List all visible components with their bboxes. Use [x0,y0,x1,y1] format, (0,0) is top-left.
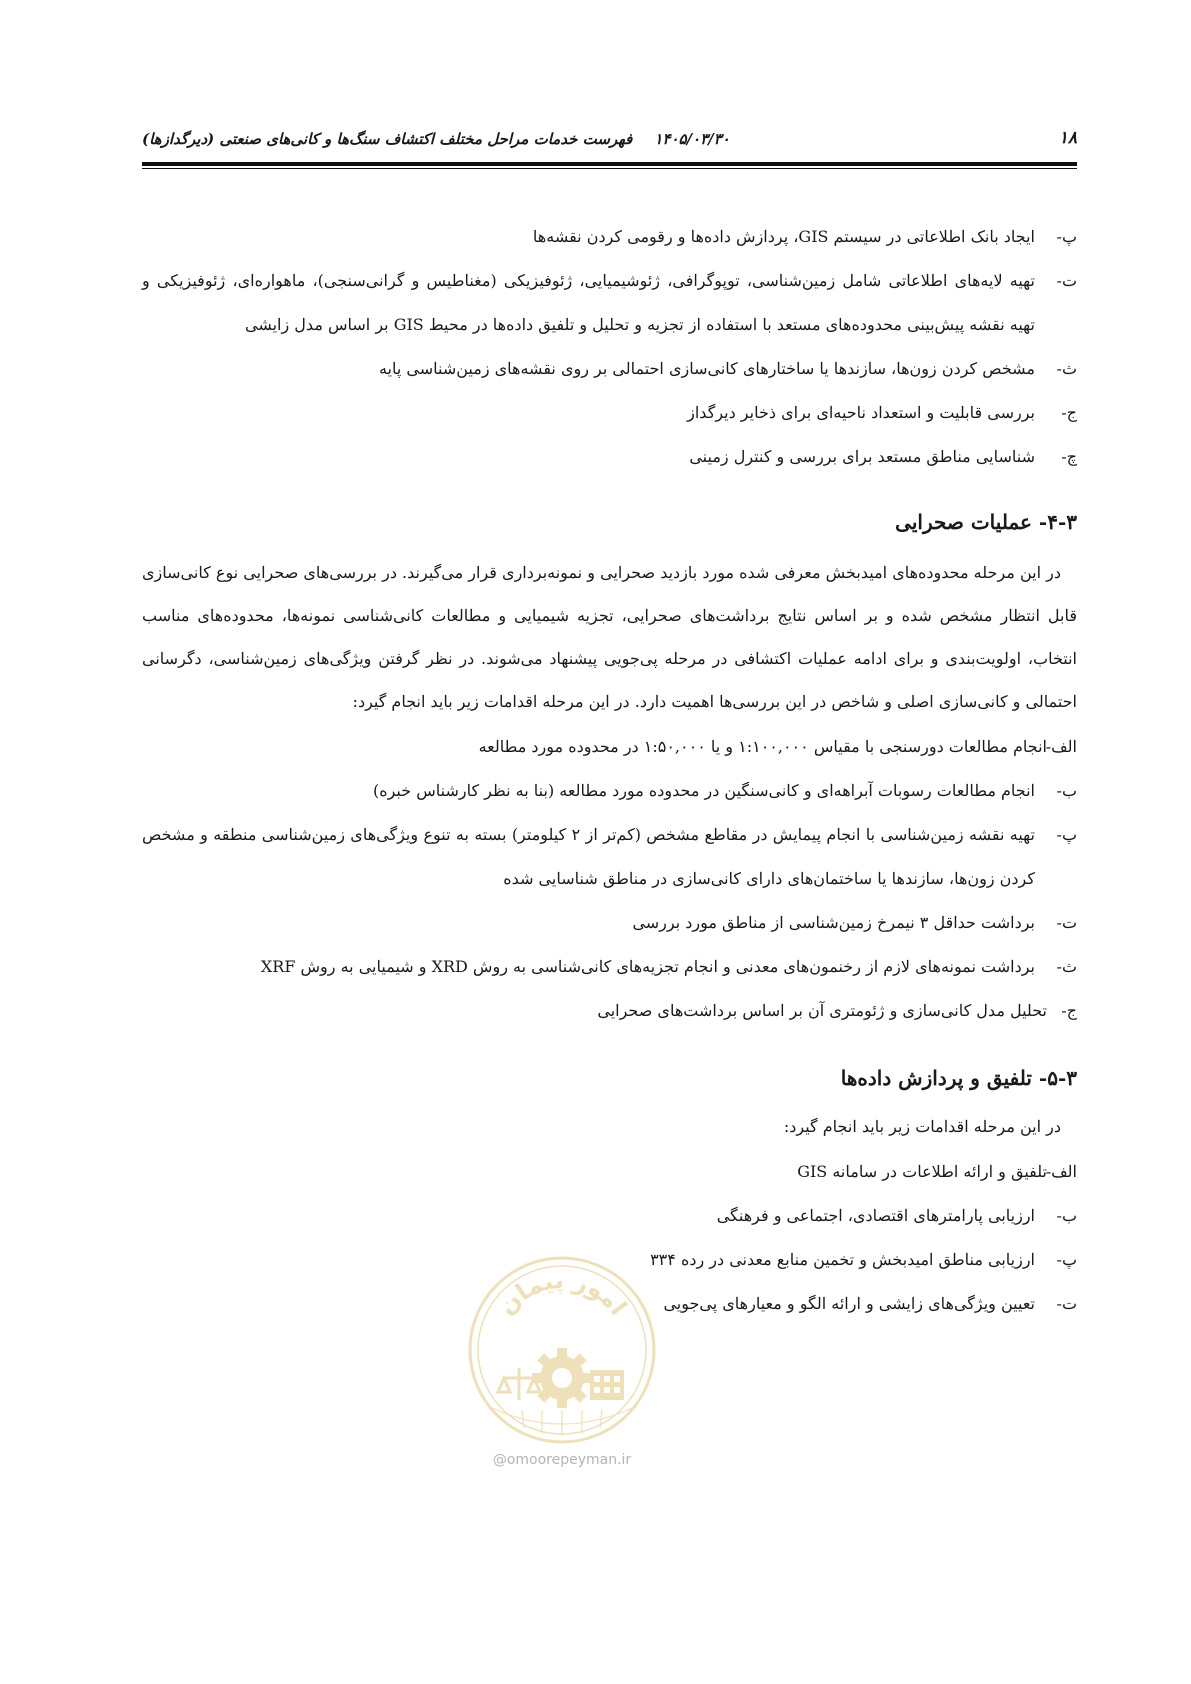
list-item [142,435,1077,479]
list-item-text: برداشت نمونه‌های لازم از رخنمون‌های معدنی و انجام تجزیه‌های کانی‌شناسی به روش XRD و شیمیایی به روش XRF [260,957,1035,976]
list-item-text: تهیه نقشه زمین‌شناسی با انجام پیمایش در مقاطع مشخص (کم‌تر از ۲ کیلومتر) بسته به تنوع ویژگی‌های زمین‌شناسی منطقه و مشخص کردن زون‌ها، سازندها یا ساختمان‌های دارای کانی‌سازی در مناطق شناسایی شده [142,825,1036,888]
data-integration-intro: در این مرحله اقدامات زیر باید انجام گیرد: [783,1117,1061,1136]
list-item-text: تعیین ویژگی‌های زایشی و ارائه الگو و معیارهای پی‌جویی [663,1294,1035,1313]
list-item [142,989,1077,1033]
page-number: ۱۸ [1058,128,1077,148]
running-title [142,130,730,148]
section-heading-field-operations: ۴-۳- عملیات صحرایی [895,510,1077,534]
list-item [142,1150,1077,1194]
list-marker: ث- [1056,957,1077,976]
list-marker: ت- [1056,913,1077,932]
list-marker: چ- [1061,447,1077,466]
page-content [142,213,1077,1326]
list-item-text: انجام مطالعات رسوبات آبراهه‌ای و کانی‌سنگین در محدوده مورد مطالعه (بنا به نظر کارشناس خبره) [372,781,1035,800]
page-header [142,126,1077,156]
list-marker: ب- [1056,1206,1077,1225]
list-item [142,259,1077,347]
watermark-logo-text: امور پیمان [492,1265,633,1321]
list-item [142,347,1077,391]
list-item [142,901,1077,945]
list-item-text: شناسایی مناطق مستعد برای بررسی و کنترل زمینی [689,447,1035,466]
header-rule-thick [142,162,1077,166]
watermark-caption: @omoorepeyman.ir [492,1452,632,1468]
list-item [142,215,1077,259]
field-operations-paragraph: در این مرحله محدوده‌های امیدبخش معرفی شده مورد بازدید صحرایی و نمونه‌برداری قرار می‌گیرند. در بررسی‌های صحرایی نوع کانی‌سازی قابل انتظار مشخص شده و بر اساس نتایج برداشت‌های صحرایی، تجزیه شیمیایی و مطالعات کانی‌شناسی نمونه‌ها، محدوده‌های مناسب انتخاب، اولویت‌بندی و برای ادامه عملیات اکتشافی در مرحله پی‌جویی پیشنهاد می‌شوند. در نظر گرفتن ویژگی‌های زمین‌شناسی، دگرسانی احتمالی و کانی‌سازی اصلی و شاخص در این بررسی‌ها اهمیت دارد. در این مرحله اقدامات زیر باید انجام گیرد: [142,563,1077,711]
list-marker: الف- [1045,1162,1077,1181]
list-item-text: تهیه لایه‌های اطلاعاتی شامل زمین‌شناسی، توپوگرافی، ژئوشیمیایی، ژئوفیزیکی (مغناطیس و گرانی‌سنجی)، ماهواره‌ای، ژئوفیزیکی و تهیه نقشه پیش‌بینی محدوده‌های مستعد با استفاده از تجزیه و تحلیل و تلفیق داده‌ها در محیط GIS بر اساس مدل زایشی [142,271,1035,334]
list-marker: ت- [1056,271,1077,290]
watermark-logo-icon [462,1250,662,1445]
list-marker: پ- [1056,1250,1077,1269]
list-item [142,1194,1077,1238]
list-item [142,769,1077,813]
list-item-text: ارزیابی پارامترهای اقتصادی، اجتماعی و فرهنگی [716,1206,1035,1225]
field-operations-list [142,725,1077,1033]
header-title: فهرست خدمات مراحل مختلف اکتشاف سنگ‌ها و کانی‌های صنعتی (دیرگدازها) [142,130,633,148]
list-a [142,215,1077,479]
list-item [142,813,1077,901]
header-date: ۱۴۰۵/۰۳/۳۰ [654,130,730,148]
list-item-text: ارزیابی مناطق امیدبخش و تخمین منابع معدنی در رده ۳۳۴ [650,1250,1035,1269]
list-marker: ب- [1056,781,1077,800]
list-item-text: تحلیل مدل کانی‌سازی و ژئومتری آن بر اساس برداشت‌های صحرایی [597,1001,1047,1020]
list-item-text: تلفیق و ارائه اطلاعات در سامانه GIS [797,1162,1047,1181]
list-item [142,725,1077,769]
list-item [142,945,1077,989]
list-marker: ت- [1056,1294,1077,1313]
list-marker: پ- [1056,227,1077,246]
list-marker: ث- [1056,359,1077,378]
list-marker: الف- [1045,737,1077,756]
list-marker: پ- [1056,825,1077,844]
list-item-text: ایجاد بانک اطلاعاتی در سیستم GIS، پردازش داده‌ها و رقومی کردن نقشه‌ها [532,227,1035,246]
list-item [142,391,1077,435]
list-item-text: برداشت حداقل ۳ نیمرخ زمین‌شناسی از مناطق مورد بررسی [632,913,1035,932]
list-item-text: بررسی قابلیت و استعداد ناحیه‌ای برای ذخایر دیرگداز [687,403,1035,422]
list-item-text: مشخص کردن زون‌ها، سازندها یا ساختارهای کانی‌سازی احتمالی بر روی نقشه‌های زمین‌شناسی پایه [378,359,1035,378]
section-heading-data-integration: ۵-۳- تلفیق و پردازش داده‌ها [840,1066,1077,1090]
list-marker: ج- [1061,1001,1077,1020]
list-marker: ج- [1061,403,1077,422]
list-item-text: انجام مطالعات دورسنجی با مقیاس ۱:۱۰۰,۰۰۰ و یا ۱:۵۰,۰۰۰ در محدوده مورد مطالعه [478,737,1047,756]
header-rule-thin [142,168,1077,169]
